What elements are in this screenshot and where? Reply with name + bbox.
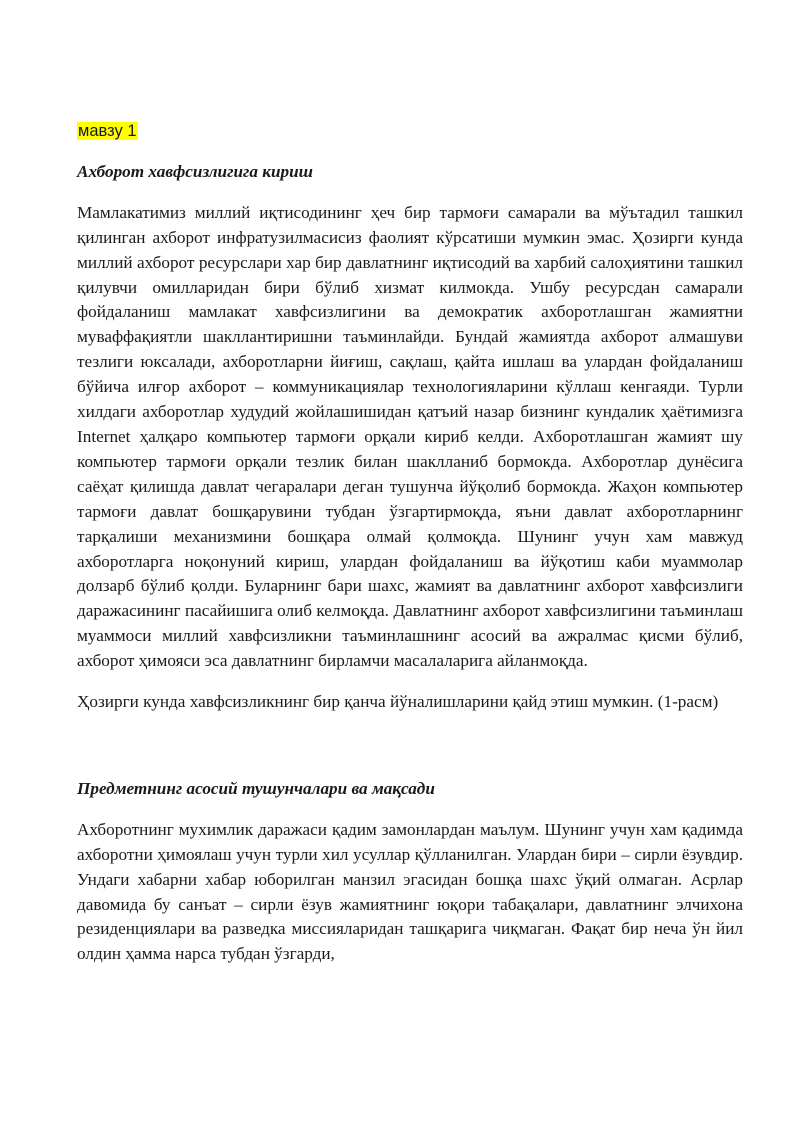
section-spacer (77, 731, 743, 777)
section-heading-concepts: Предметнинг асосий тушунчалари ва мақсади (77, 778, 435, 798)
section-heading-intro: Ахборот хавфсизлигига кириш (77, 161, 313, 181)
topic-label (77, 119, 743, 144)
paragraph-directions: Ҳозирги кунда хавфсизликнинг бир қанча йўналишларини қайд этиш мумкин. (1-расм) (77, 692, 719, 712)
document-body (77, 119, 743, 983)
topic-label-highlight: мавзу 1 (78, 122, 137, 140)
paragraph-intro: Мамлакатимиз миллий иқтисодининг ҳеч бир тармоғи самарали ва мўътадил ташкил қилинган ахборот инфратузилмасисиз фаолият кўрсатиши мумкин эмас. Ҳозирги кунда миллий ахборот ресурслари хар бир давлатнинг иқтисодий ва харбий салоҳиятини ташкил қилувчи омилларидан бири бўлиб хизмат килмокда. Ушбу ресурсдан самарали фойдаланиш мамлакат хавфсизлигини ва демократик ахборотлашган жамиятни муваффақиятли шакллантиришни таъминлайди. Бундай жамиятда ахборот алмашуви тезлиги юксалади, ахборотларни йиғиш, сақлаш, қайта ишлаш ва улардан фойдаланиш бўйича илғор ахборот – коммуникациялар технологияларини кўллаш кенгаяди. Турли хилдаги ахборотлар худудий жойлашишидан қатъий назар бизнинг кундалик ҳаётимизга Internet ҳалқаро компьютер тармоғи орқали кириб келди. Ахборотлашган жамият шу компьютер тармоғи орқали тезлик билан шаклланиб бормокда. Ахборотлар дунёсига саёҳат қилишда давлат чегаралари деган тушунча йўқолиб бормокда. Жаҳон компьютер тармоғи давлат бошқарувини тубдан ўзгартирмоқда, яъни давлат ахборотларнинг тарқалиши механизмини бошқара олмай қолмоқда. Шунинг учун хам мавжуд ахборотларга ноқонуний кириш, улардан фойдаланиш ва йўқотиш каби муаммолар долзарб бўлиб қолди. Буларнинг бари шахс, жамият ва давлатнинг ахборот хавфсизлиги даражасининг пасайишига олиб келмоқда. Давлатнинг ахборот хавфсизлигини таъминлаш муаммоси миллий хавфсизликни таъминлашнинг асосий ва ажралмас қисми бўлиб, ахборот ҳимояси эса давлатнинг бирламчи масалаларига айланмоқда. (77, 202, 743, 671)
paragraph-concepts: Ахборотнинг мухимлик даражаси қадим замонлардан маълум. Шунинг учун хам қадимда ахборотни ҳимоялаш учун турли хил усуллар қўлланилган. Улардан бири – сирли ёзувдир. Ундаги хабарни хабар юборилган манзил эгасидан бошқа шахс ўқий олмаган. Асрлар давомида бу санъат – сирли ёзув жамиятнинг юқори табақалари, давлатнинг элчихона резиденциялари ва разведка миссияларидан ташқарига чиқмаган. Фақат бир неча ўн йил олдин ҳамма нарса тубдан ўзгарди, (77, 819, 743, 964)
